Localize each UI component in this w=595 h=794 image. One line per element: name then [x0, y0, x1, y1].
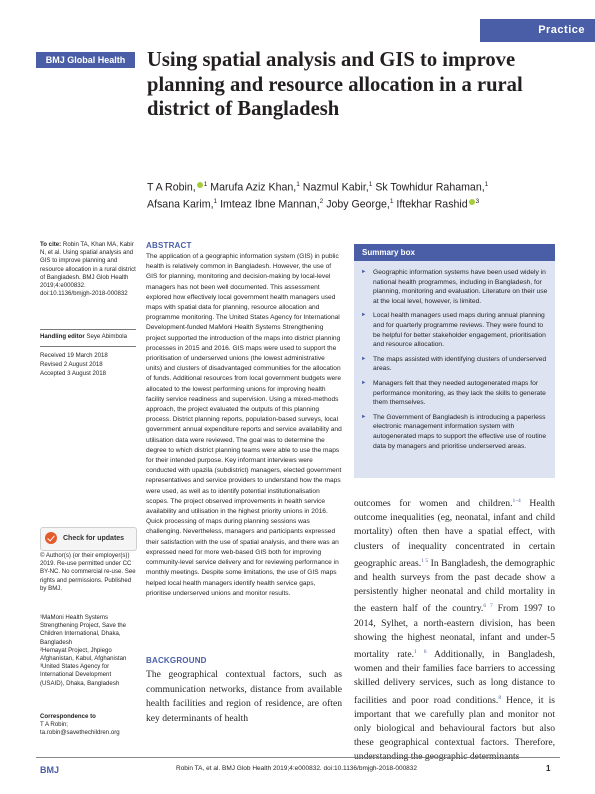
- affiliation: ³United States Agency for International Development (USAID), Dhaka, Bangladesh: [40, 663, 120, 687]
- check-for-updates-button[interactable]: [40, 527, 137, 551]
- cite-label: To cite:: [40, 241, 62, 248]
- page-number: 1: [546, 764, 551, 773]
- copyright-notice: © Author(s) (or their employer(s)) 2019. Re-use permitted under CC BY-NC. No commercial re-use. See rights and permissions. Published by BMJ.: [40, 552, 136, 592]
- received-date: Received 19 March 2018: [40, 352, 108, 359]
- affiliation-marker: 2: [319, 198, 324, 206]
- divider: [40, 329, 136, 330]
- summary-list: [360, 268, 550, 456]
- body-text: From 1997 to 2014, Sylhet, a north-eastern division, has been showing the highest neonatal, infant and under-5 mortality rate.: [354, 603, 555, 661]
- article-type-tab: [480, 19, 595, 42]
- body-text-right: [354, 494, 555, 765]
- summary-item: ► The Government of Bangladesh is introducing a paperless electronic management information system with autogenerated maps to support the effective use of routine data by managers and prioritise underserved areas.: [360, 413, 550, 451]
- affiliation: ²Hemayat Project, Jhpiego Afghanistan, Kabul, Afghanistan: [40, 646, 127, 663]
- author-name[interactable]: Nazmul Kabir,: [299, 181, 369, 194]
- affiliation-marker: 1: [389, 198, 394, 206]
- citation-ref[interactable]: 6 7: [483, 603, 493, 610]
- revised-date: Revised 2 August 2018: [40, 361, 103, 368]
- body-text: Additionally, in Bangladesh, women and their families face barriers to accessing skilled delivery services, such as long distance to facilities and poor road conditions.: [354, 649, 555, 706]
- citation-ref[interactable]: 8: [498, 694, 502, 701]
- summary-box-title: Summary box: [362, 248, 415, 257]
- author-list: [147, 178, 567, 212]
- affiliation: ¹MaMoni Health Systems Strengthening Project, Save the Children International, Dhaka, Bangladesh: [40, 614, 127, 646]
- check-updates-label: Check for updates: [63, 535, 125, 542]
- citation-ref[interactable]: 1 6: [414, 649, 427, 656]
- author-name[interactable]: Marufa Aziz Khan,: [207, 181, 297, 194]
- dates-block: [40, 351, 136, 378]
- journal-logo: BMJ Global Health: [36, 52, 135, 68]
- affiliation-marker: 1: [368, 181, 373, 188]
- summary-item: ► Geographic information systems have been used widely in national health programmes, including in Bangladesh, for planning, monitoring and evaluation. Literature on their use at the local level, however, is limited.: [360, 268, 550, 306]
- author-name[interactable]: Imteaz Ibne Mannan,: [217, 198, 320, 211]
- summary-item: ► Local health managers used maps during annual planning and for quarterly programme reviews. They were found to be helpful for better stakeholder engagement, prioritisation and resource allocation.: [360, 311, 550, 349]
- cite-text: Robin TA, Khan MA, Kabir N, et al. Using spatial analysis and GIS to improve planning and resource allocation in a rural district of Bangladesh. BMJ Glob Health 2019;4:e000832. doi:10.1136/bmjgh-2018-000832: [40, 241, 136, 298]
- summary-item: ► The maps assisted with identifying clusters of underserved areas.: [360, 355, 550, 374]
- affiliation-marker: 1: [296, 181, 300, 188]
- correspondence-email[interactable]: ta.robin@savethechildren.org: [40, 729, 120, 737]
- affiliation-marker: 3: [475, 198, 480, 206]
- background-heading: BACKGROUND: [146, 656, 207, 665]
- article-title: Using spatial analysis and GIS to improve planning and resource allocation in a rural district of Bangladesh: [147, 49, 523, 120]
- citation-block: [40, 241, 136, 298]
- editor-name: Seye Abimbola: [84, 333, 128, 340]
- publisher-logo: BMJ: [40, 765, 60, 775]
- article-type-label: Practice: [538, 24, 585, 36]
- orcid-icon[interactable]: [197, 182, 203, 188]
- summary-item: ► Managers felt that they needed autogenerated maps for performance monitoring, as they lack the skills to generate them themselves.: [360, 379, 550, 408]
- handling-editor: [40, 333, 136, 341]
- body-text: In Bangladesh, the demographic and health surveys from the past decade show a persistently higher neonatal and child mortality in the eastern half of the country.: [354, 557, 556, 615]
- author-name[interactable]: Sk Towhidur Rahaman,: [372, 181, 485, 194]
- affiliation-marker: 1: [484, 181, 489, 188]
- author-name[interactable]: Iftekhar Rashid: [393, 198, 468, 211]
- affiliations: [40, 614, 136, 688]
- citation-ref[interactable]: 1 5: [421, 557, 429, 564]
- body-text: Hence, it is important that we carefully plan and monitor not only biological and behavioural factors but also these geographical contextual factors. Therefore, understanding the geographic determinants: [354, 694, 556, 763]
- editor-label: Handling editor: [40, 333, 85, 340]
- footer-divider: [36, 757, 560, 758]
- accepted-date: Accepted 3 August 2018: [40, 370, 107, 377]
- abstract-text: The application of a geographic information system (GIS) in public health is relatively common in Bangladesh. However, the use of GIS for planning, monitoring and decision-making by local-level managers has not been well documented. This assessment explored how effectively local government health managers used maps with spatial data for planning, resource allocation and programme monitoring. The United States Agency for International Development-funded MaMoni Health Systems Strengthening project supported the introduction of the maps into district planning processes in 2015 and 2016. GIS maps were used to support the prioritisation of underserved unions (the lowest administrative units) and clusters of disadvantaged communities for the allocation of funds. Additional resources from local government budgets were allocated to the lowest performing unions for improving health facility service readiness and supervision. Using a mixed-methods approach, the project evaluated the outputs of this planning process. District planning reports, population-based surveys, local government annual expenditure reports and service availability and utilisation data were reviewed. The goal was to determine the degree to which district planning teams were able to use the maps for their intended purpose. Key informant interviews were conducted with upazila (subdistrict) managers, elected government representatives and service providers to understand how the maps were used, as well as to identify potential institutionalisation scopes. The project observed improvements in health service availability and utilisation in the highest priority unions in 2016. Quick processing of maps during planning sessions was challenging. Nevertheless, managers and participants expressed their satisfaction with the use of spatial analysis, and there was an expressed need for more web-based GIS both for improving community-level service delivery and for reviewing performance in monthly meetings. Despite some limitations, the use of GIS maps helped local health managers identify health service gaps, prioritise underserved unions and monitor results.: [146, 253, 342, 597]
- abstract-heading: ABSTRACT: [146, 241, 192, 250]
- body-text: Health outcome inequalities (eg, neonatal, infant and child mortality) often then have a spatial effect, with clusters of inequality concentrated in certain geographic areas.: [354, 498, 555, 569]
- check-updates-icon: [45, 532, 57, 544]
- correspondence: [40, 713, 136, 738]
- body-text: outcomes for women and children.: [354, 498, 513, 509]
- background-text: The geographical contextual factors, such as communication networks, distance from available health facilities and region of residence, are often key determinants of health: [146, 669, 342, 724]
- orcid-icon[interactable]: [469, 199, 475, 205]
- correspondence-label: Correspondence to: [40, 713, 96, 720]
- divider: [40, 346, 136, 347]
- author-name[interactable]: T A Robin,: [147, 181, 196, 194]
- citation-ref[interactable]: 1–4: [512, 498, 521, 504]
- affiliation-marker: 1: [203, 181, 208, 188]
- correspondence-name: T A Robin;: [40, 721, 69, 729]
- summary-box: [354, 244, 555, 478]
- summary-box-header: [354, 244, 555, 261]
- affiliation-marker: 1: [213, 198, 218, 206]
- author-name[interactable]: Joby George,: [323, 198, 390, 211]
- footer-citation: Robin TA, et al. BMJ Glob Health 2019;4:e000832. doi:10.1136/bmjgh-2018-000832: [176, 765, 418, 772]
- author-name[interactable]: Afsana Karim,: [147, 198, 214, 211]
